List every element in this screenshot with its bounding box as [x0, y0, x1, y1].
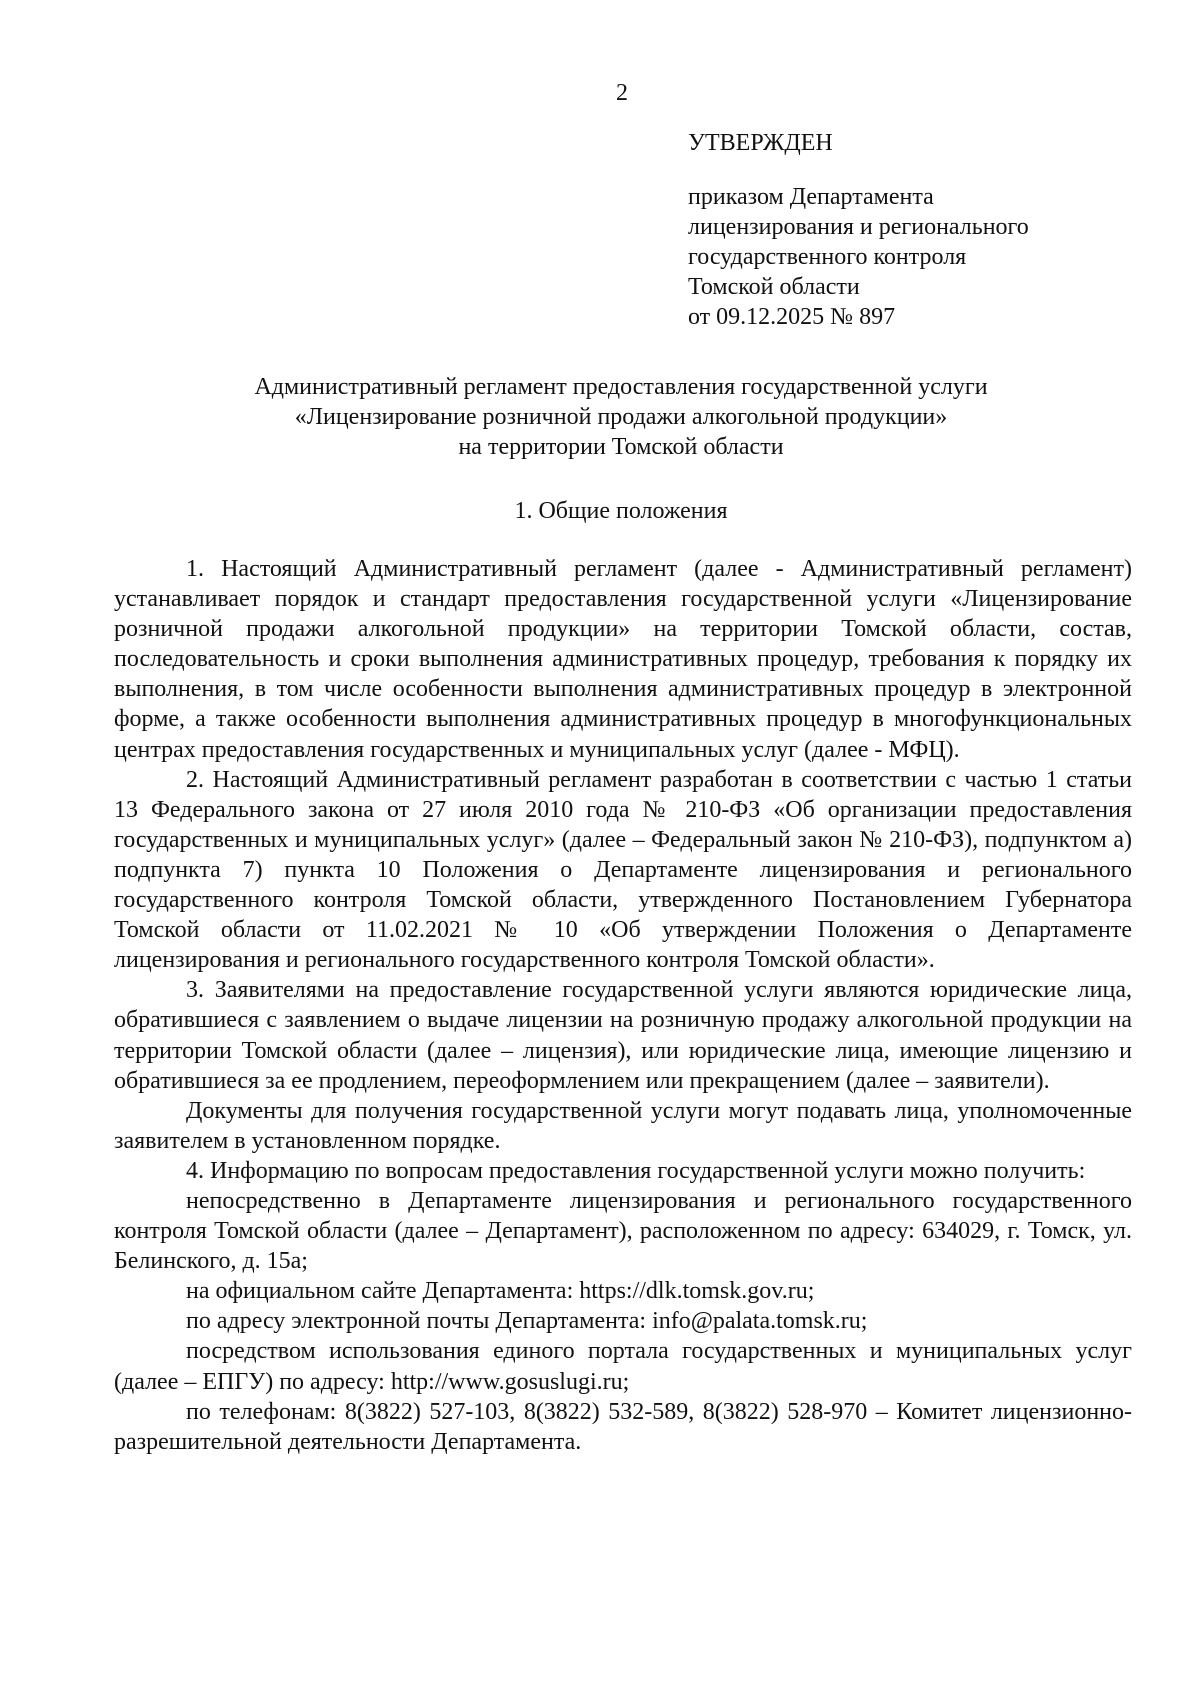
paragraph: 3. Заявителями на предоставление государственной услуги являются юридические лица, обратившиеся с заявлением о выдаче лицензии на розничную продажу алкогольной продукции на территории Томской области (далее – лицензия), или юридические лица, имеющие лицензию и обратившиеся за ее продлением, переоформлением или прекращением (далее – заявители). — [114, 977, 1132, 1094]
paragraph-email: по адресу электронной почты Департамента: info@palata.tomsk.ru; — [186, 1308, 868, 1335]
document-body — [114, 554, 1132, 1457]
paragraph: непосредственно в Департаменте лицензирования и регионального государственного контроля Томской области (далее – Департамент), расположенном по адресу: 634029, г. Томск, ул. Белинского, д. 15а; — [114, 1187, 1132, 1275]
approval-line: приказом Департамента — [688, 184, 934, 210]
title-line: Административный регламент предоставления государственной услуги — [254, 374, 988, 400]
approval-block — [688, 128, 1158, 332]
paragraph-portal: посредством использования единого портала государственных и муниципальных услуг (далее – ЕПГУ) по адресу: http://www.gosuslugi.ru; — [114, 1338, 1132, 1395]
section-heading: 1. Общие положения — [514, 498, 728, 524]
approval-line: лицензирования и регионального — [688, 214, 1029, 240]
paragraph: 2. Настоящий Административный регламент разработан в соответствии с частью 1 статьи 13 Федерального закона от 27 июля 2010 года № 210-ФЗ «Об организации предоставления государственных и муниципальных услуг» (далее – Федеральный закон № 210-ФЗ), подпунктом а) подпункта 7) пункта 10 Положения о Департаменте лицензирования и регионального государственного контроля Томской области, утвержденного Постановлением Губернатора Томской области от 11.02.2021 № 10 «Об утверждении Положения о Департаменте лицензирования и регионального государственного контроля Томской области». — [114, 766, 1132, 974]
approval-order-date-number: от 09.12.2025 № 897 — [688, 304, 896, 330]
paragraph-website: на официальном сайте Департамента: https://dlk.tomsk.gov.ru; — [186, 1278, 815, 1305]
paragraph: 1. Настоящий Административный регламент (далее - Административный регламент) устанавливает порядок и стандарт предоставления государственной услуги «Лицензирование розничной продажи алкогольной продукции» на территории Томской области, состав, последовательность и сроки выполнения административных процедур, требования к порядку их выполнения, в том числе особенности выполнения административных процедур в электронной форме, а также особенности выполнения административных процедур в многофункциональных центрах предоставления государственных и муниципальных услуг (далее - МФЦ). — [114, 556, 1132, 763]
document-title — [110, 372, 1132, 462]
paragraph: 4. Информацию по вопросам предоставления государственной услуги можно получить: — [186, 1157, 1086, 1184]
approval-line: Томской области — [688, 274, 860, 300]
paragraph-phones: по телефонам: 8(3822) 527-103, 8(3822) 532-589, 8(3822) 528-970 – Комитет лицензионно-разрешительной деятельности Департамента. — [114, 1398, 1132, 1455]
approval-line: государственного контроля — [688, 244, 967, 270]
paragraph: Документы для получения государственной услуги могут подавать лица, уполномоченные заявителем в установленном порядке. — [114, 1097, 1132, 1154]
title-line: «Лицензирование розничной продажи алкогольной продукции» — [294, 404, 948, 430]
title-line: на территории Томской области — [458, 434, 784, 460]
page-number: 2 — [616, 80, 628, 106]
approval-heading: УТВЕРЖДЕН — [688, 130, 833, 156]
